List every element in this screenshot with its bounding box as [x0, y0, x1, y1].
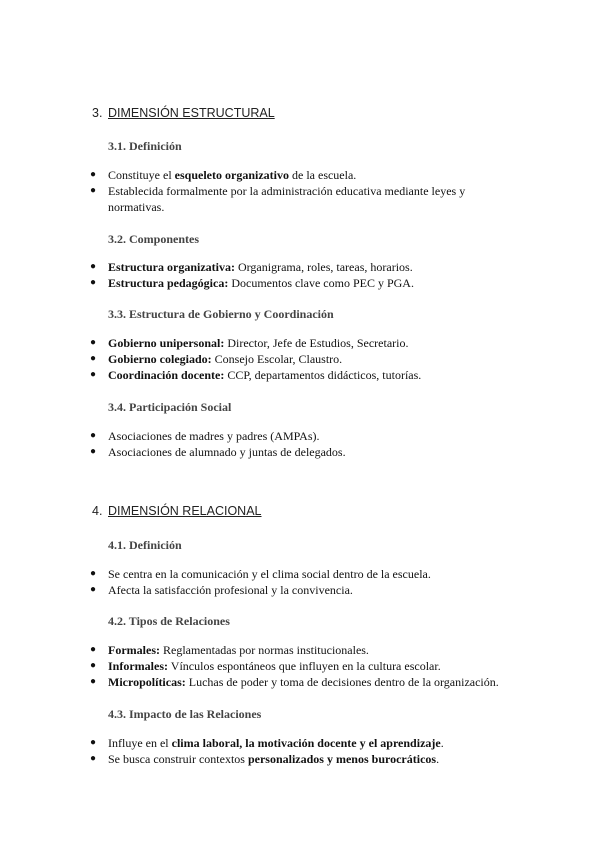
list-4-1: [88, 566, 508, 598]
subsection-3-1-title: 3.1. Definición: [108, 139, 182, 153]
list-3-4: [88, 428, 508, 460]
list-item: ● Constituye el esqueleto organizativo de la escuela.: [90, 168, 357, 182]
bullet-icon: ●: [90, 277, 97, 288]
bullet-icon: ●: [90, 584, 97, 595]
list-item: ● Estructura pedagógica: Documentos clave como PEC y PGA.: [90, 276, 414, 290]
bullet-icon: ●: [90, 430, 97, 441]
list-4-3: [88, 735, 508, 767]
list-item: ● Se busca construir contextos personalizados y menos burocráticos.: [90, 752, 440, 766]
list-item: ● Formales: Reglamentadas por normas institucionales.: [90, 643, 369, 657]
subsection-3-3-title: 3.3. Estructura de Gobierno y Coordinación: [108, 307, 334, 321]
subsection-4-1-title: 4.1. Definición: [108, 538, 182, 552]
bullet-icon: ●: [90, 261, 97, 272]
list-3-1: [88, 167, 508, 215]
bullet-icon: ●: [90, 169, 97, 180]
bullet-icon: ●: [90, 568, 97, 579]
bullet-icon: ●: [90, 369, 97, 380]
bullet-icon: ●: [90, 660, 97, 671]
subsection-3-2-title: 3.2. Componentes: [108, 232, 200, 246]
bullet-icon: ●: [90, 676, 97, 687]
bullet-icon: ●: [90, 185, 97, 196]
bullet-icon: ●: [90, 644, 97, 655]
list-item: ● Gobierno unipersonal: Director, Jefe de Estudios, Secretario.: [90, 336, 409, 350]
list-item: ● Estructura organizativa: Organigrama, roles, tareas, horarios.: [90, 260, 413, 274]
list-item: ● Micropolíticas: Luchas de poder y toma de decisiones dentro de la organización.: [90, 675, 499, 689]
section-4-heading: [92, 504, 262, 518]
list-item: ● Asociaciones de madres y padres (AMPAs).: [90, 429, 320, 443]
section-4-number: 4.: [92, 504, 103, 518]
section-3-heading: [92, 106, 275, 120]
list-item: ● Establecida formalmente por la administración educativa mediante leyes y normativas.: [90, 184, 466, 214]
list-item: ● Informales: Vínculos espontáneos que influyen en la cultura escolar.: [90, 659, 441, 673]
subsection-4-2-title: 4.2. Tipos de Relaciones: [108, 614, 230, 628]
section-3-number: 3.: [92, 106, 103, 120]
list-item: ● Asociaciones de alumnado y juntas de delegados.: [90, 445, 346, 459]
list-item: ● Influye en el clima laboral, la motivación docente y el aprendizaje.: [90, 736, 444, 750]
list-item: ● Coordinación docente: CCP, departamentos didácticos, tutorías.: [90, 368, 422, 382]
list-3-2: [88, 259, 508, 291]
subsection-3-4-title: 3.4. Participación Social: [108, 400, 232, 414]
section-4-title: DIMENSIÓN RELACIONAL: [108, 504, 262, 518]
list-item: ● Se centra en la comunicación y el clima social dentro de la escuela.: [90, 567, 431, 581]
bullet-icon: ●: [90, 446, 97, 457]
bullet-icon: ●: [90, 753, 97, 764]
list-4-2: [88, 642, 508, 690]
list-item: ● Afecta la satisfacción profesional y la convivencia.: [90, 583, 353, 597]
bullet-icon: ●: [90, 353, 97, 364]
section-3-title: DIMENSIÓN ESTRUCTURAL: [108, 106, 275, 120]
bullet-icon: ●: [90, 337, 97, 348]
list-3-3: [88, 335, 508, 383]
subsection-4-3-title: 4.3. Impacto de las Relaciones: [108, 707, 262, 721]
list-item: ● Gobierno colegiado: Consejo Escolar, Claustro.: [90, 352, 343, 366]
bullet-icon: ●: [90, 737, 97, 748]
